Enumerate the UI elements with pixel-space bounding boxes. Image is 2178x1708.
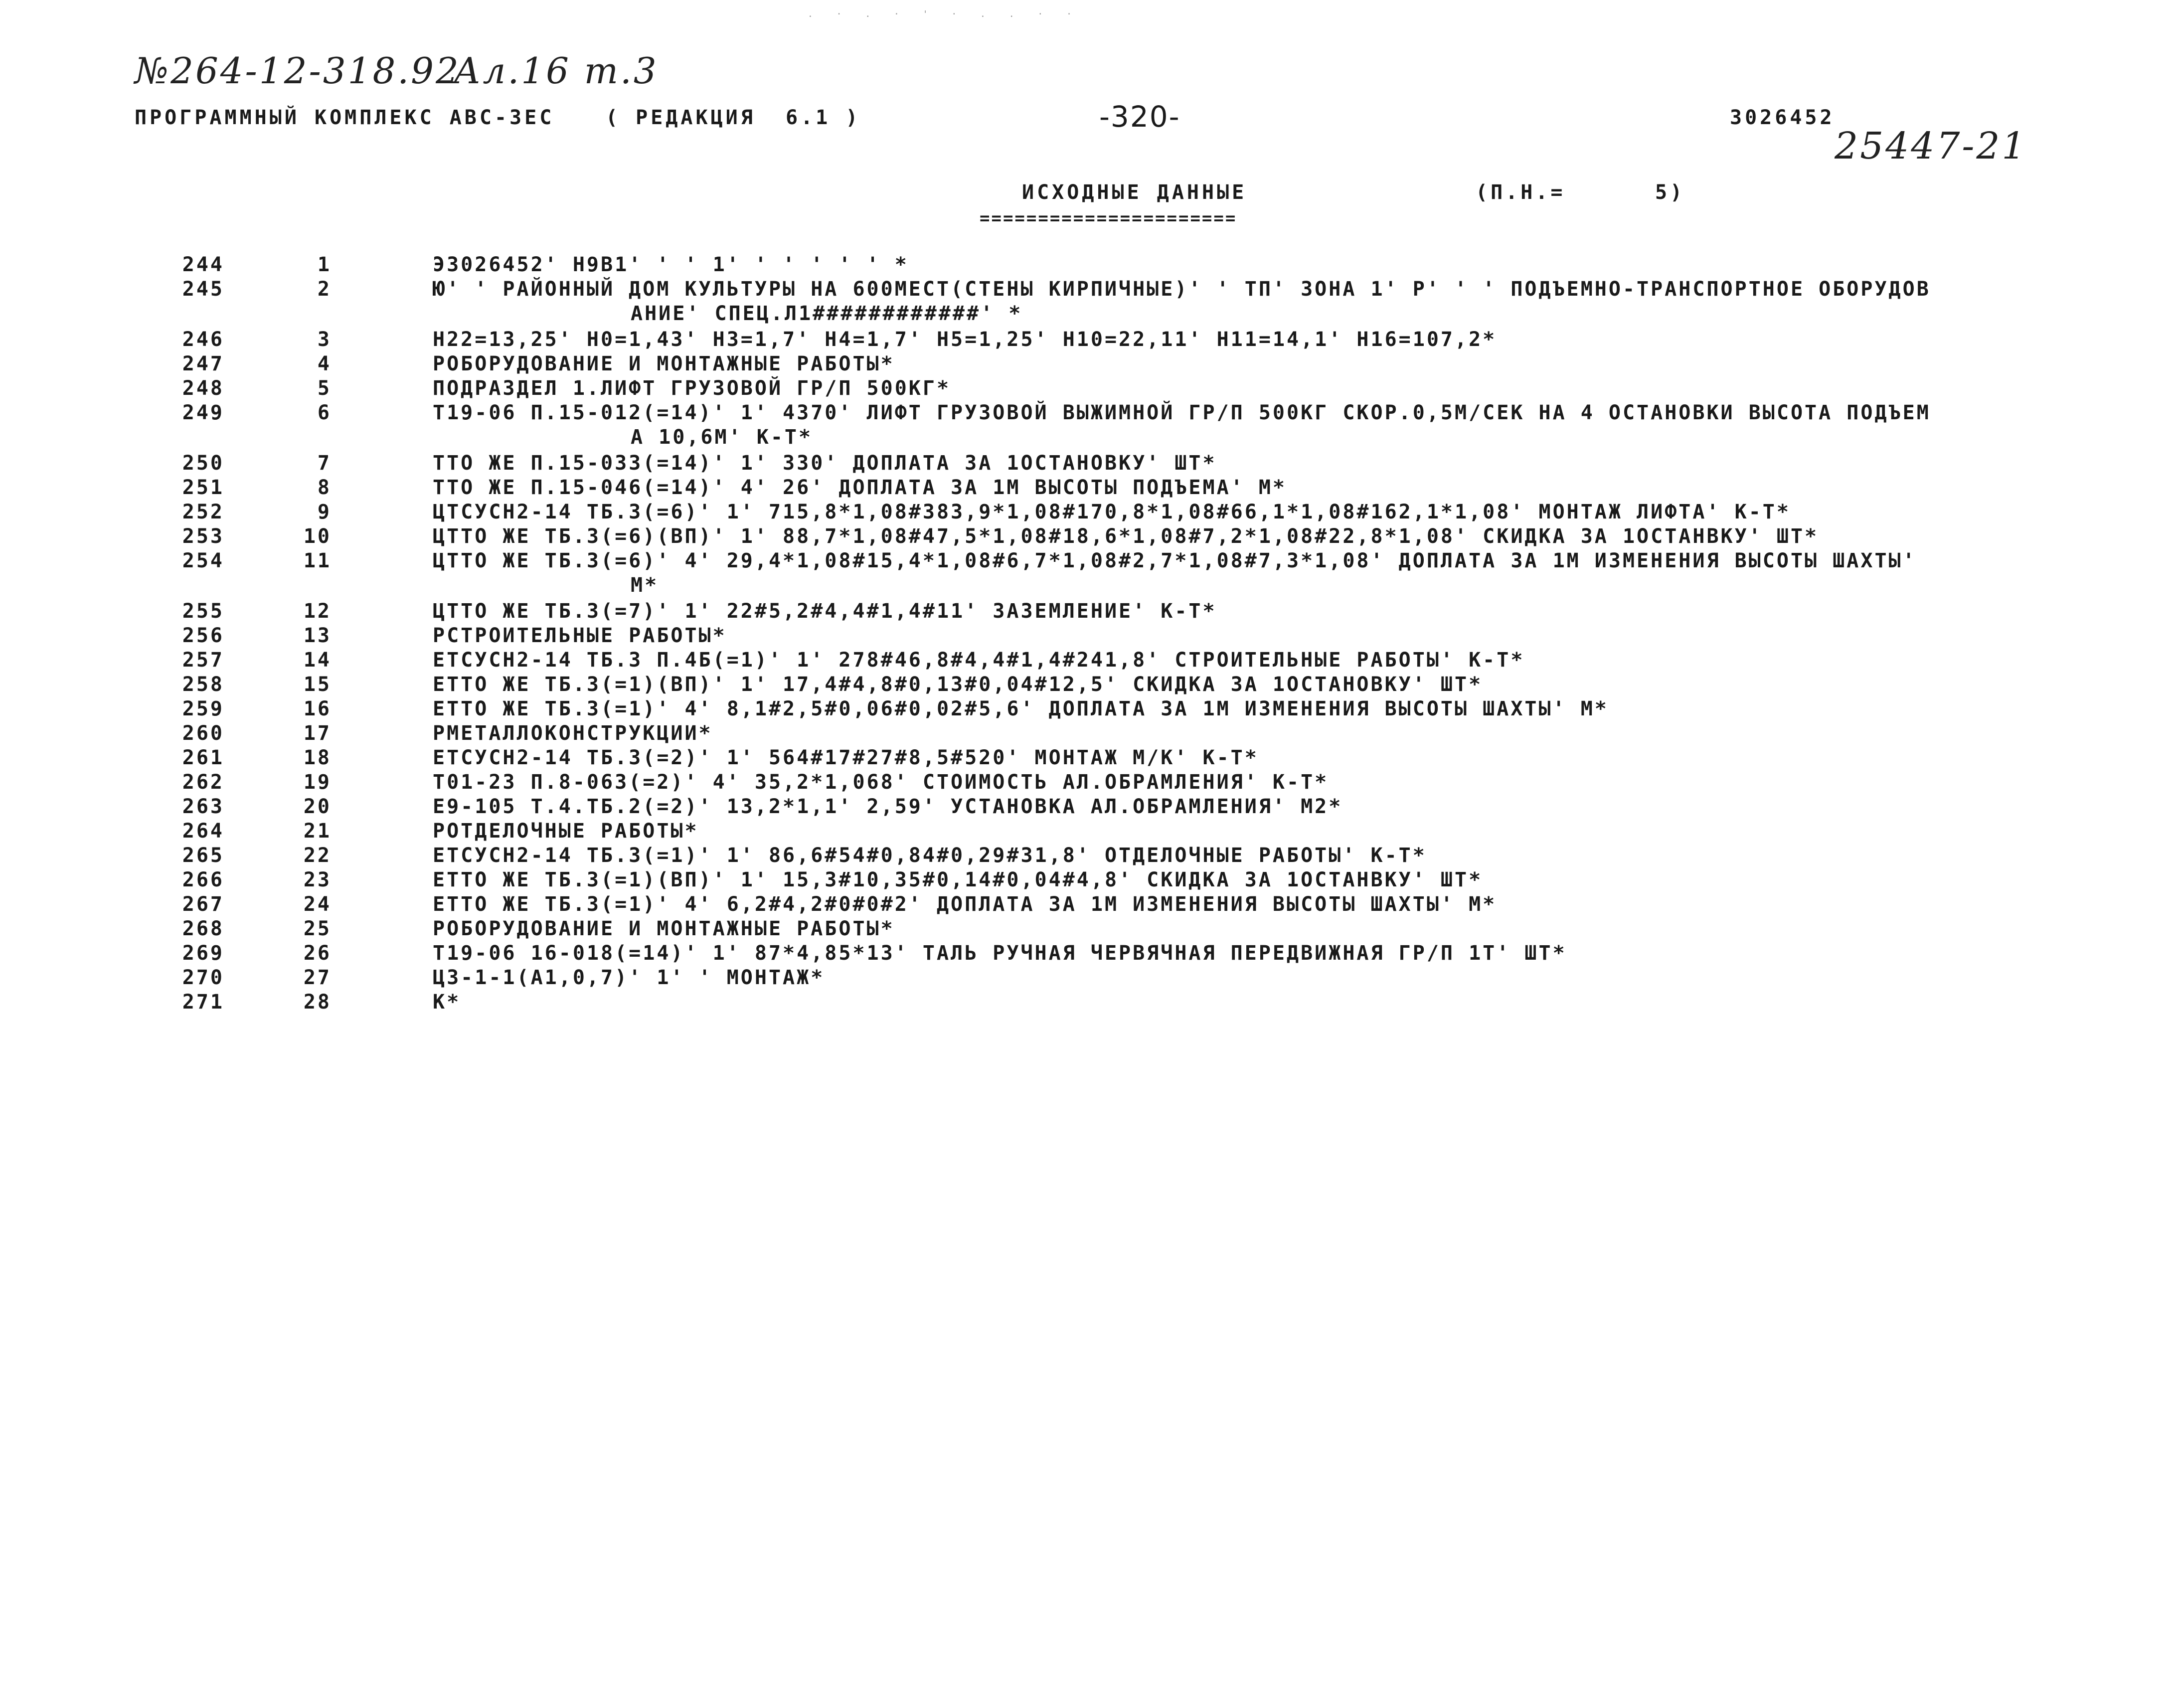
record-number: 21	[303, 820, 332, 843]
record-number: 23	[303, 868, 332, 891]
line-number: 257	[182, 649, 224, 672]
record-text: РОБОРУДОВАНИЕ И МОНТАЖНЫЕ РАБОТЫ*	[433, 917, 895, 940]
line-number: 259	[182, 697, 224, 720]
record-number: 20	[303, 795, 332, 818]
record-text: РСТРОИТЕЛЬНЫЕ РАБОТЫ*	[433, 624, 727, 647]
line-number: 248	[182, 377, 224, 400]
record-number: 8	[317, 476, 332, 499]
handwritten-reference: №264-12-318.92	[135, 50, 461, 92]
line-number: 270	[182, 966, 224, 989]
record-number: 7	[317, 452, 332, 475]
line-number: 266	[182, 868, 224, 891]
line-number: 253	[182, 525, 224, 548]
line-number: 268	[182, 917, 224, 940]
line-number: 256	[182, 624, 224, 647]
record-text: К*	[433, 991, 461, 1014]
document-number: 3026452	[1730, 106, 1835, 129]
record-text-continuation: А 10,6М' К-Т*	[631, 426, 813, 449]
record-text: ТТО ЖЕ П.15-033(=14)' 1' 330' ДОПЛАТА ЗА 1ОСТАНОВКУ' ШТ*	[433, 452, 1217, 475]
record-text: ЦТТО ЖЕ ТБ.3(=6)(ВП)' 1' 88,7*1,08#47,5*1,08#18,6*1,08#7,2*1,08#22,8*1,08' СКИДКА ЗА 1ОСТАНВКУ' ШТ*	[433, 525, 1819, 548]
record-number: 15	[303, 673, 332, 696]
line-number: 260	[182, 722, 224, 745]
line-number: 261	[182, 746, 224, 769]
record-text: ТТО ЖЕ П.15-046(=14)' 4' 26' ДОПЛАТА ЗА 1М ВЫСОТЫ ПОДЪЕМА' М*	[433, 476, 1287, 499]
record-number: 17	[303, 722, 332, 745]
line-number: 246	[182, 328, 224, 351]
line-number: 244	[182, 253, 224, 276]
record-text: Ц3-1-1(А1,0,7)' 1' ' МОНТАЖ*	[433, 966, 825, 989]
record-text: Ю' ' РАЙОННЫЙ ДОМ КУЛЬТУРЫ НА 600МЕСТ(СТЕНЫ КИРПИЧНЫЕ)' ' ТП' ЗОНА 1' Р' ' ' ПОДЪЕМНО-ТРАНСПОРТНОЕ ОБОРУДОВ	[433, 278, 1931, 301]
record-text: ЕТТО ЖЕ ТБ.3(=1)' 4' 6,2#4,2#0#0#2' ДОПЛАТА ЗА 1М ИЗМЕНЕНИЯ ВЫСОТЫ ШАХТЫ' М*	[433, 893, 1497, 916]
program-title: ПРОГРАММНЫЙ КОМПЛЕКС АВС-3ЕС	[135, 106, 555, 129]
record-number: 26	[303, 942, 332, 965]
record-number: 27	[303, 966, 332, 989]
record-number: 1	[317, 253, 332, 276]
record-number: 13	[303, 624, 332, 647]
record-text: ЕТТО ЖЕ ТБ.3(=1)(ВП)' 1' 15,3#10,35#0,14#0,04#4,8' СКИДКА ЗА 1ОСТАНВКУ' ШТ*	[433, 868, 1483, 891]
record-number: 2	[317, 278, 332, 301]
record-text: ЕТСУСН2-14 ТБ.3(=1)' 1' 86,6#54#0,84#0,29#31,8' ОТДЕЛОЧНЫЕ РАБОТЫ' К-Т*	[433, 844, 1427, 867]
line-number: 252	[182, 501, 224, 523]
record-number: 25	[303, 917, 332, 940]
record-text: ЦТТО ЖЕ ТБ.3(=6)' 4' 29,4*1,08#15,4*1,08#6,7*1,08#2,7*1,08#7,3*1,08' ДОПЛАТА ЗА 1М ИЗМЕНЕНИЯ ВЫСОТЫ ШАХТЫ'	[433, 549, 1917, 572]
record-text: ЦТТО ЖЕ ТБ.3(=7)' 1' 22#5,2#4,4#1,4#11' ЗАЗЕМЛЕНИЕ' К-Т*	[433, 600, 1217, 623]
record-number: 10	[303, 525, 332, 548]
record-text: Э3026452' Н9В1' ' ' 1' ' ' ' ' ' *	[433, 253, 909, 276]
record-number: 22	[303, 844, 332, 867]
record-text: ЕТСУСН2-14 ТБ.3 П.4Б(=1)' 1' 278#46,8#4,4#1,4#241,8' СТРОИТЕЛЬНЫЕ РАБОТЫ' К-Т*	[433, 649, 1525, 672]
record-text: Н22=13,25' Н0=1,43' Н3=1,7' Н4=1,7' Н5=1,25' Н10=22,11' Н11=14,1' Н16=107,2*	[433, 328, 1497, 351]
handwritten-sheet-note: Ал.16 т.3	[454, 50, 659, 92]
record-text: Т01-23 П.8-063(=2)' 4' 35,2*1,068' СТОИМОСТЬ АЛ.ОБРАМЛЕНИЯ' К-Т*	[433, 771, 1329, 794]
line-number: 245	[182, 278, 224, 301]
params-label: (П.Н.=	[1476, 181, 1566, 204]
line-number: 258	[182, 673, 224, 696]
record-number: 11	[303, 549, 332, 572]
line-number: 267	[182, 893, 224, 916]
record-number: 24	[303, 893, 332, 916]
params-value: 5)	[1655, 181, 1685, 204]
record-text: ЕТТО ЖЕ ТБ.3(=1)' 4' 8,1#2,5#0,06#0,02#5,6' ДОПЛАТА ЗА 1М ИЗМЕНЕНИЯ ВЫСОТЫ ШАХТЫ' М*	[433, 697, 1609, 720]
record-number: 5	[317, 377, 332, 400]
line-number: 271	[182, 991, 224, 1014]
edition-label: ( РЕДАКЦИЯ 6.1 )	[606, 106, 861, 129]
record-text: ЕТТО ЖЕ ТБ.3(=1)(ВП)' 1' 17,4#4,8#0,13#0,04#12,5' СКИДКА ЗА 1ОСТАНОВКУ' ШТ*	[433, 673, 1483, 696]
record-number: 28	[303, 991, 332, 1014]
record-text: РОБОРУДОВАНИЕ И МОНТАЖНЫЕ РАБОТЫ*	[433, 352, 895, 375]
scan-noise: . · . · ' · . . · ·	[808, 9, 1081, 19]
record-text-continuation: АНИЕ' СПЕЦ.Л1############' *	[631, 302, 1023, 325]
record-number: 19	[303, 771, 332, 794]
line-number: 251	[182, 476, 224, 499]
line-number: 249	[182, 401, 224, 424]
record-text: Т19-06 16-018(=14)' 1' 87*4,85*13' ТАЛЬ РУЧНАЯ ЧЕРВЯЧНАЯ ПЕРЕДВИЖНАЯ ГР/П 1Т' ШТ*	[433, 942, 1567, 965]
record-text: Т19-06 П.15-012(=14)' 1' 4370' ЛИФТ ГРУЗОВОЙ ВЫЖИМНОЙ ГР/П 500КГ СКОР.0,5М/СЕК НА 4 ОСТАНОВКИ ВЫСОТА ПОДЪЕМ	[433, 401, 1931, 424]
line-number: 247	[182, 352, 224, 375]
line-number: 269	[182, 942, 224, 965]
line-number: 255	[182, 600, 224, 623]
record-text: РОТДЕЛОЧНЫЕ РАБОТЫ*	[433, 820, 699, 843]
record-number: 4	[317, 352, 332, 375]
line-number: 265	[182, 844, 224, 867]
line-number: 264	[182, 820, 224, 843]
section-underline: ======================	[980, 208, 1237, 228]
record-number: 12	[303, 600, 332, 623]
handwritten-code: 25447-21	[1835, 125, 2027, 168]
record-number: 14	[303, 649, 332, 672]
section-title: ИСХОДНЫЕ ДАННЫЕ	[1022, 181, 1247, 204]
line-number: 250	[182, 452, 224, 475]
record-number: 9	[317, 501, 332, 523]
record-text: ЕТСУСН2-14 ТБ.3(=2)' 1' 564#17#27#8,5#520' МОНТАЖ М/К' К-Т*	[433, 746, 1259, 769]
record-text: ПОДРАЗДЕЛ 1.ЛИФТ ГРУЗОВОЙ ГР/П 500КГ*	[433, 377, 951, 400]
record-number: 3	[317, 328, 332, 351]
record-text: РМЕТАЛЛОКОНСТРУКЦИИ*	[433, 722, 713, 745]
record-text-continuation: М*	[631, 574, 659, 597]
record-number: 16	[303, 697, 332, 720]
record-text: ЦТСУСН2-14 ТБ.3(=6)' 1' 715,8*1,08#383,9*1,08#170,8*1,08#66,1*1,08#162,1*1,08' МОНТАЖ ЛИФТА' К-Т*	[433, 501, 1791, 523]
record-number: 18	[303, 746, 332, 769]
line-number: 263	[182, 795, 224, 818]
page-number: -320-	[1099, 100, 1180, 134]
record-number: 6	[317, 401, 332, 424]
record-text: Е9-105 Т.4.ТБ.2(=2)' 13,2*1,1' 2,59' УСТАНОВКА АЛ.ОБРАМЛЕНИЯ' М2*	[433, 795, 1343, 818]
line-number: 254	[182, 549, 224, 572]
line-number: 262	[182, 771, 224, 794]
